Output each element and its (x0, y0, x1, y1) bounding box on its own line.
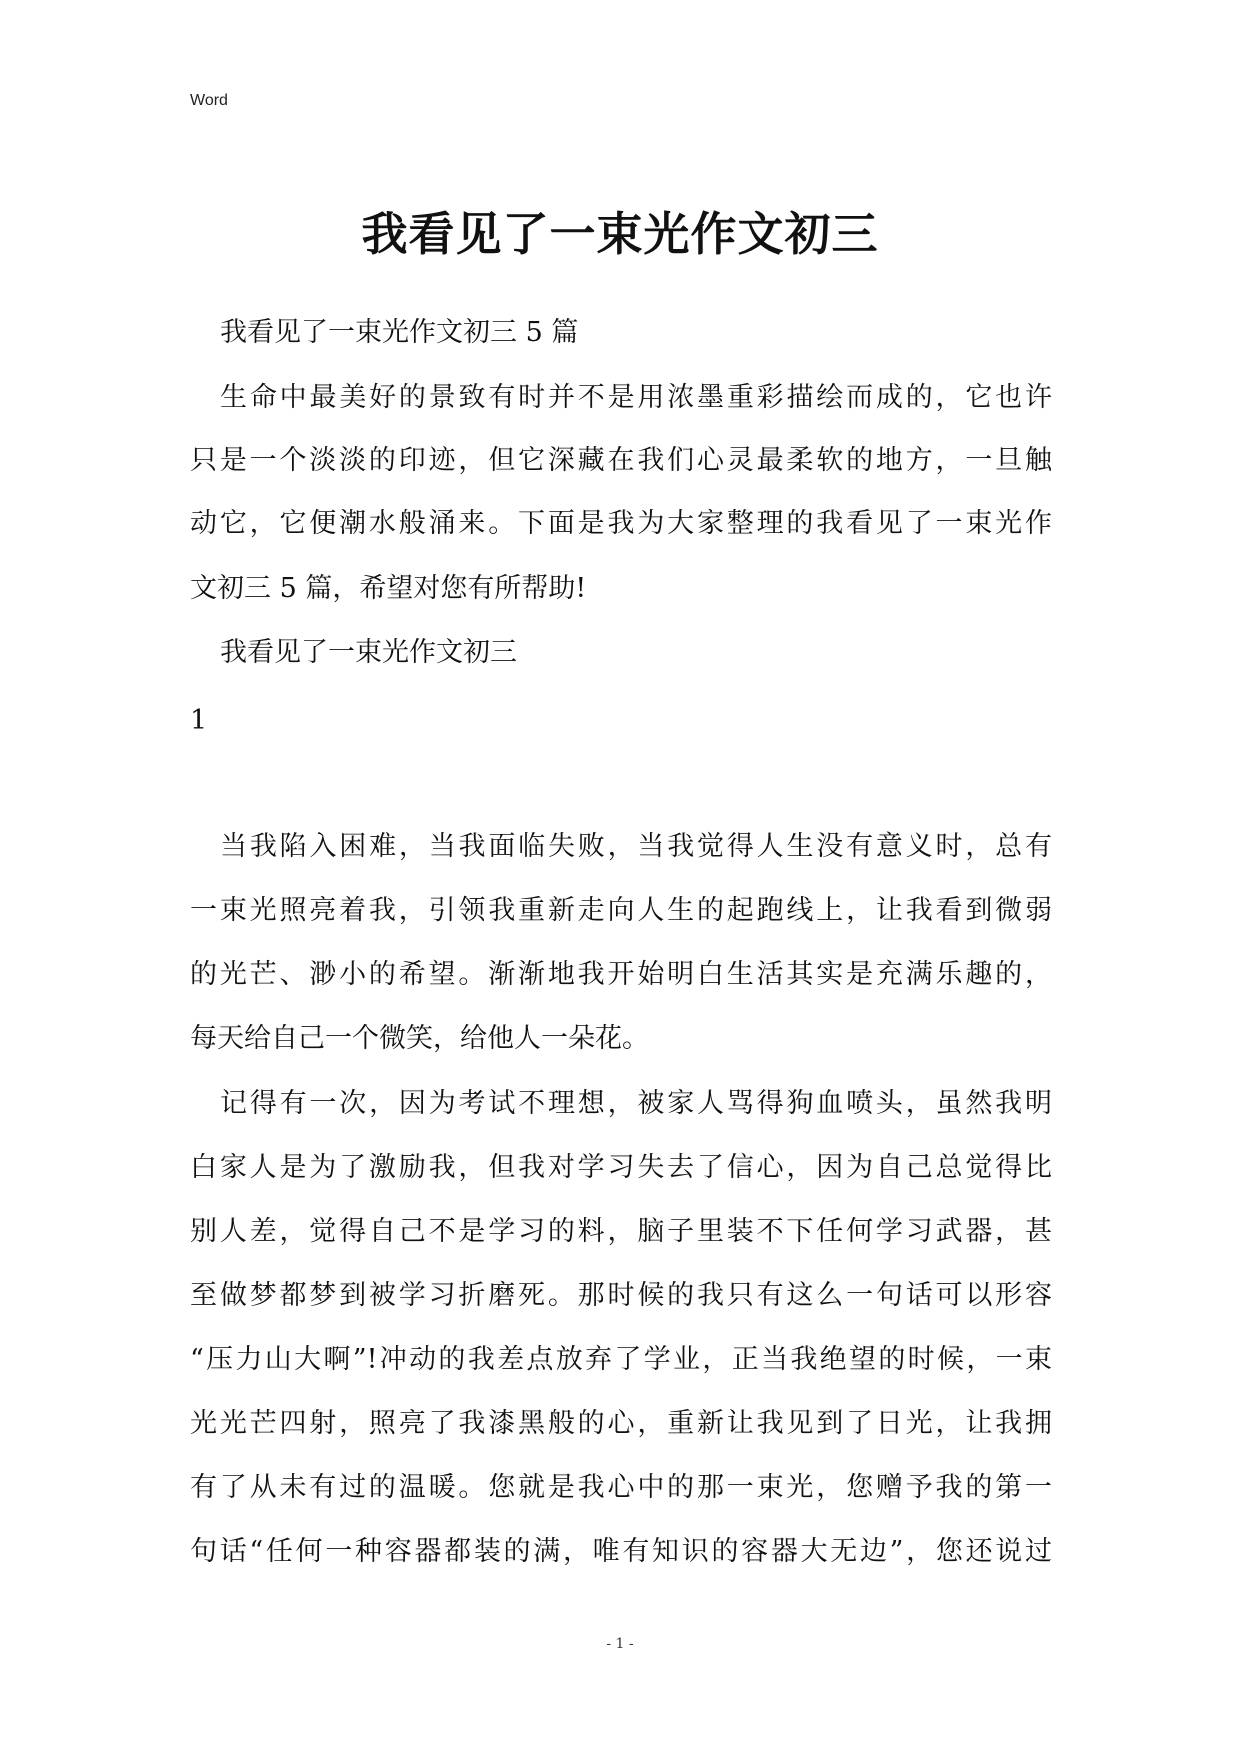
paragraph-line: 我看见了一束光作文初三 (220, 637, 517, 668)
paragraph-line: 一束光照亮着我，引领我重新走向人生的起跑线上，让我看到微弱 (190, 895, 1052, 926)
paragraph-line: 至做梦都梦到被学习折磨死。那时候的我只有这么一句话可以形容 (190, 1280, 1052, 1311)
paragraph-line: 的光芒、渺小的希望。渐渐地我开始明白生活其实是充满乐趣的， (190, 959, 1052, 990)
paragraph-line: 当我陷入困难，当我面临失败，当我觉得人生没有意义时，总有 (220, 831, 1052, 862)
paragraph-line: 1 (190, 705, 208, 736)
paragraph-line: 白家人是为了激励我，但我对学习失去了信心，因为自己总觉得比 (190, 1152, 1052, 1183)
paragraph-line: 有了从未有过的温暖。您就是我心中的那一束光，您赠予我的第一 (190, 1472, 1052, 1503)
document-title: 我看见了一束光作文初三 (361, 207, 879, 261)
header-label: Word (190, 92, 228, 109)
paragraph-line: 每天给自己一个微笑，给他人一朵花。 (190, 1023, 649, 1054)
paragraph-line: 文初三 5 篇，希望对您有所帮助! (190, 573, 587, 604)
paragraph-line: 记得有一次，因为考试不理想，被家人骂得狗血喷头，虽然我明 (220, 1088, 1052, 1119)
paragraph-line: 句话“任何一种容器都装的满，唯有知识的容器大无边”，您还说过 (190, 1536, 1052, 1567)
paragraph-line: 生命中最美好的景致有时并不是用浓墨重彩描绘而成的，它也许 (220, 382, 1052, 413)
page-number: - 1 - (606, 1636, 634, 1652)
paragraph-line: 别人差，觉得自己不是学习的料，脑子里装不下任何学习武器，甚 (190, 1216, 1052, 1247)
paragraph-line: 我看见了一束光作文初三 5 篇 (220, 317, 579, 348)
paragraph-line: 动它，它便潮水般涌来。下面是我为大家整理的我看见了一束光作 (190, 508, 1052, 539)
paragraph-line: “压力山大啊”!冲动的我差点放弃了学业，正当我绝望的时候，一束 (190, 1344, 1052, 1375)
paragraph-line: 光光芒四射，照亮了我漆黑般的心，重新让我见到了日光，让我拥 (190, 1408, 1052, 1439)
paragraph-line: 只是一个淡淡的印迹，但它深藏在我们心灵最柔软的地方，一旦触 (190, 445, 1052, 476)
